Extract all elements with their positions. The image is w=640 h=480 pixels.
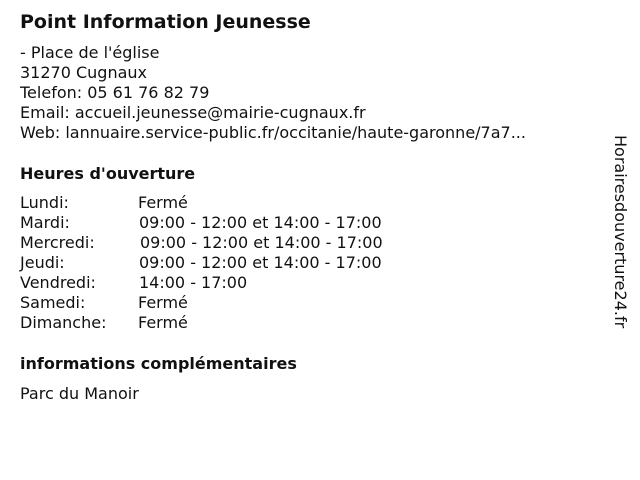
- day-label: Dimanche:: [20, 313, 107, 332]
- page-title: Point Information Jeunesse: [20, 11, 311, 33]
- additional-info-text: Parc du Manoir: [20, 384, 139, 403]
- day-label: Samedi:: [20, 293, 86, 312]
- day-label: Jeudi:: [20, 253, 65, 272]
- hours-value: Fermé: [138, 293, 188, 312]
- address-block: [20, 43, 526, 143]
- web-line: Web: lannuaire.service-public.fr/occitanie/haute-garonne/7a7...: [20, 123, 526, 142]
- day-label: Mercredi:: [20, 233, 95, 252]
- day-label: Vendredi:: [20, 273, 96, 292]
- hours-value: 09:00 - 12:00 et 14:00 - 17:00: [140, 233, 383, 252]
- opening-hours-heading: Heures d'ouverture: [20, 164, 196, 183]
- day-label: Mardi:: [20, 213, 70, 232]
- hours-value: 14:00 - 17:00: [139, 273, 248, 292]
- email-line: Email: accueil.jeunesse@mairie-cugnaux.fr: [20, 103, 366, 122]
- hours-value: Fermé: [138, 193, 188, 212]
- hours-value: 09:00 - 12:00 et 14:00 - 17:00: [139, 253, 382, 272]
- address-street: - Place de l'église: [20, 43, 160, 62]
- phone-line: Telefon: 05 61 76 82 79: [20, 83, 210, 102]
- site-watermark: Horairesdouverture24.fr: [611, 135, 630, 329]
- additional-info-heading: informations complémentaires: [20, 354, 297, 373]
- hours-value: Fermé: [138, 313, 188, 332]
- hours-value: 09:00 - 12:00 et 14:00 - 17:00: [139, 213, 382, 232]
- address-city: 31270 Cugnaux: [20, 63, 148, 82]
- day-label: Lundi:: [20, 193, 69, 212]
